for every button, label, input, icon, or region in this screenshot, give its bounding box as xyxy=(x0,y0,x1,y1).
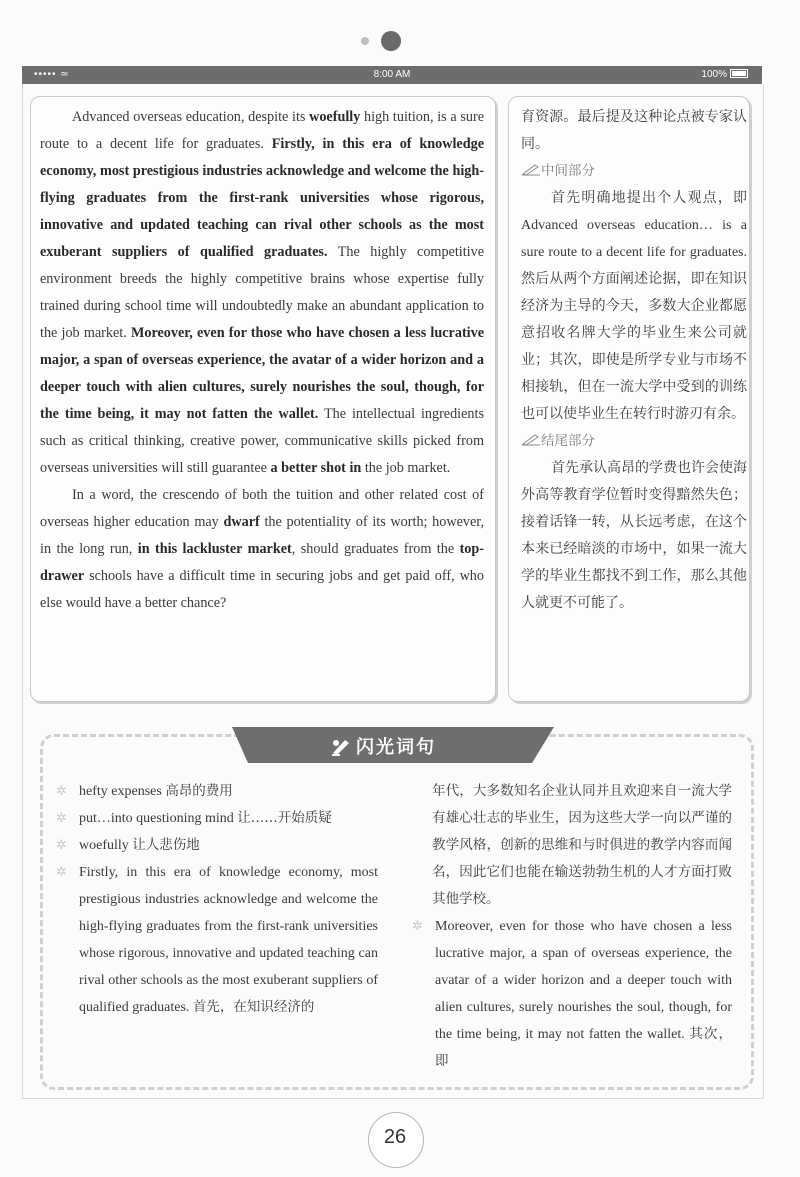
list-item-continuation: 年代，大多数知名企业认同并且欢迎来自一流大学有雄心壮志的毕业生，因为这些大学一向以严谨的教学风格，创新的思维和与时俱进的教学内容而闻名，因此它们也能在输送勃勃生机的人才方面打败其他学校。 xyxy=(432,783,732,907)
highlighted-phrase: Firstly, in this era of knowledge economy, most prestigious industries acknowledge and welcome the high-flying graduates from the first-rank universities whose rigorous, innovative and updated teaching can rival other schools as the most exuberant suppliers of qualified graduates. xyxy=(40,136,484,260)
bullet-icon: ✲ xyxy=(412,919,423,934)
text-run: The intellectual ingredients such as critical thinking, creative power, communicative skills picked from overseas universities will still guarantee xyxy=(40,406,484,476)
end-section-text: 首先承认高昂的学费也许会使海外高等教育学位暂时变得黯然失色；接着话锋一转，从长远考虑，在这个本来已经暗淡的市场中，如果一流大学的毕业生都找不到工作，那么其他人就更不可能了。 xyxy=(521,460,747,611)
status-bar xyxy=(22,66,762,84)
bullet-icon: ✲ xyxy=(56,865,67,880)
pen-icon xyxy=(330,736,352,756)
pen-icon xyxy=(521,163,541,176)
list-item: ✲ Firstly, in this era of knowledge economy, most prestigious industries acknowledge and welcome the high-flying graduates from the first-rank universities whose rigorous, innovative and updated teaching can rival other schools as the most exuberant suppliers of qualified graduates. 首先，在知识经济的 xyxy=(54,859,378,1021)
text-run: The highly competitive environment breeds the highly competitive brains whose expertise fully trained during school time will undoubtedly make an abundant application to the job market. xyxy=(40,244,484,341)
highlighted-phrase: dwarf xyxy=(223,514,260,530)
analysis-text xyxy=(521,104,747,617)
essay-paragraph-1 xyxy=(40,104,484,482)
section-heading-middle: 中间部分 xyxy=(521,158,747,185)
text-run: schools have a difficult time in securing jobs and get paid off, who else would have a better chance? xyxy=(40,568,484,611)
battery-indicator xyxy=(701,69,748,80)
list-item: ✲ Moreover, even for those who have chosen a less lucrative major, a span of overseas experience, the avatar of a wider horizon and a deeper touch with alien cultures, surely nourishes the soul, though, for the time being, it may not fatten the wallet. 其次，即 xyxy=(410,913,732,1075)
vocab-title: 闪光词句 xyxy=(356,737,436,758)
text-run: high tuition, is a sure route to a decent life for graduates. xyxy=(40,109,484,152)
highlighted-phrase: in this lackluster market xyxy=(137,541,292,557)
signal-icon: ••••• ≃ xyxy=(34,69,70,80)
text-run: the job market. xyxy=(361,460,451,476)
text-run: In a word, the crescendo of both the tuition and other related cost of overseas higher education may xyxy=(40,487,484,530)
text-run: Advanced overseas education, despite its xyxy=(72,109,310,125)
bullet-icon: ✲ xyxy=(56,838,67,853)
highlighted-phrase: Moreover, even for those who have chosen a less lucrative major, a span of overseas experience, the avatar of a wider horizon and a deeper touch with alien cultures, surely nourishes the soul, though, for the time being, it may not fatten the wallet. xyxy=(40,325,485,422)
list-item: ✲ hefty expenses 高昂的费用 xyxy=(54,778,378,805)
text-run: the potentiality of its worth; however, in the long run, xyxy=(40,514,484,557)
essay-paragraph-2 xyxy=(40,482,484,617)
middle-section-text: 首先明确地提出个人观点，即Advanced overseas education… is a sure route to a decent life for graduates.然后从两个方面阐述论据，即在知识经济为主导的今天，多数大企业都愿意招收名牌大学的毕业生来公司就业；其次，即使是所学专业与市场不相接轨，但在一流大学中受到的训练也可以使毕业生在转行时游刃有余。 xyxy=(521,190,747,422)
battery-percent: 100% xyxy=(701,69,727,80)
analysis-continuation: 育资源。最后提及这种论点被专家认同。 xyxy=(521,109,747,152)
page-indicator-dot-inactive[interactable] xyxy=(361,37,369,45)
status-time: 8:00 AM xyxy=(373,69,411,80)
page-indicator-dot-active[interactable] xyxy=(381,31,401,51)
list-item: ✲ put…into questioning mind 让……开始质疑 xyxy=(54,805,378,832)
list-item: ✲ woefully 让人悲伤地 xyxy=(54,832,378,859)
highlighted-phrase: top-drawer xyxy=(40,541,484,584)
battery-icon xyxy=(730,69,748,78)
highlighted-phrase: woefully xyxy=(309,109,361,125)
essay-text xyxy=(40,104,484,617)
section-heading-end: 结尾部分 xyxy=(521,428,747,455)
page-number: 26 xyxy=(383,1126,407,1148)
pen-icon xyxy=(521,433,541,446)
bullet-icon: ✲ xyxy=(56,784,67,799)
vocab-column-left xyxy=(54,778,378,1021)
text-run: , should graduates from the xyxy=(291,541,460,557)
vocab-column-right xyxy=(410,778,732,1075)
bullet-icon: ✲ xyxy=(56,811,67,826)
highlighted-phrase: a better shot in xyxy=(270,460,362,476)
